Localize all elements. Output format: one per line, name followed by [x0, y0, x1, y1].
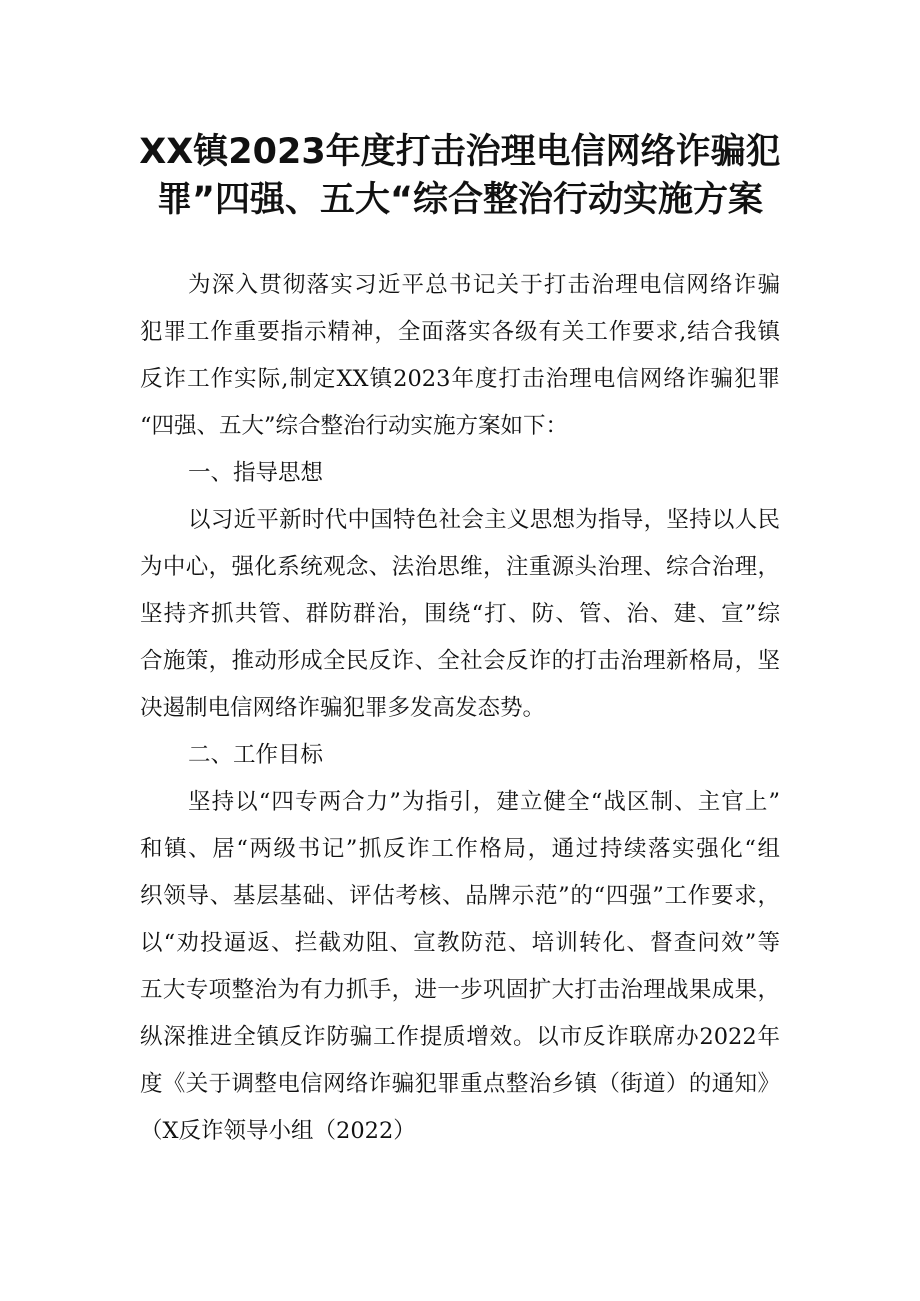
intro-line: 为深入贯彻落实习近平总书记关于打击治理电信网络诈骗 [188, 272, 780, 298]
section1-line: 合施策，推动形成全民反诈、全社会反诈的打击治理新格局，坚 [140, 648, 780, 674]
document-body [140, 262, 780, 1155]
section1-line: 决遏制电信网络诈骗犯罪多发高发态势。 [140, 695, 546, 721]
section2-line: 纵深推进全镇反诈防骗工作提质增效。以市反诈联席办2022年 [140, 1024, 780, 1050]
section2-line: （X反诈领导小组（2022） [140, 1118, 416, 1144]
section1-line: 坚持齐抓共管、群防群治，围绕“打、防、管、治、建、宣”综 [140, 601, 780, 627]
intro-line: “四强、五大”综合整治行动实施方案如下： [140, 413, 569, 439]
section2-line: 度《关于调整电信网络诈骗犯罪重点整治乡镇（街道）的通知》 [140, 1071, 780, 1097]
section1-line: 以习近平新时代中国特色社会主义思想为指导，坚持以人民 [188, 507, 780, 533]
section2-line: 织领导、基层基础、评估考核、品牌示范”的“四强”工作要求， [140, 883, 780, 909]
section2-line: 以“劝投逼返、拦截劝阻、宣教防范、培训转化、督查问效”等 [140, 930, 780, 956]
section2-line: 和镇、居“两级书记”抓反诈工作格局，通过持续落实强化“组 [140, 836, 780, 862]
document-title-line-1: XX镇2023年度打击治理电信网络诈骗犯 [139, 132, 781, 172]
intro-line: 犯罪工作重要指示精神，全面落实各级有关工作要求,结合我镇 [140, 319, 780, 345]
section-heading-work-goals: 二、工作目标 [188, 742, 324, 768]
section2-line: 五大专项整治为有力抓手，进一步巩固扩大打击治理战果成果， [140, 977, 780, 1003]
document-title-line-2: 罪”四强、五大“综合整治行动实施方案 [156, 180, 763, 220]
section-heading-guiding-thought: 一、指导思想 [188, 460, 324, 486]
section2-line: 坚持以“四专两合力”为指引，建立健全“战区制、主官上” [188, 789, 780, 815]
section1-line: 为中心，强化系统观念、法治思维，注重源头治理、综合治理， [140, 554, 780, 580]
intro-line: 反诈工作实际,制定XX镇2023年度打击治理电信网络诈骗犯罪 [140, 366, 780, 392]
